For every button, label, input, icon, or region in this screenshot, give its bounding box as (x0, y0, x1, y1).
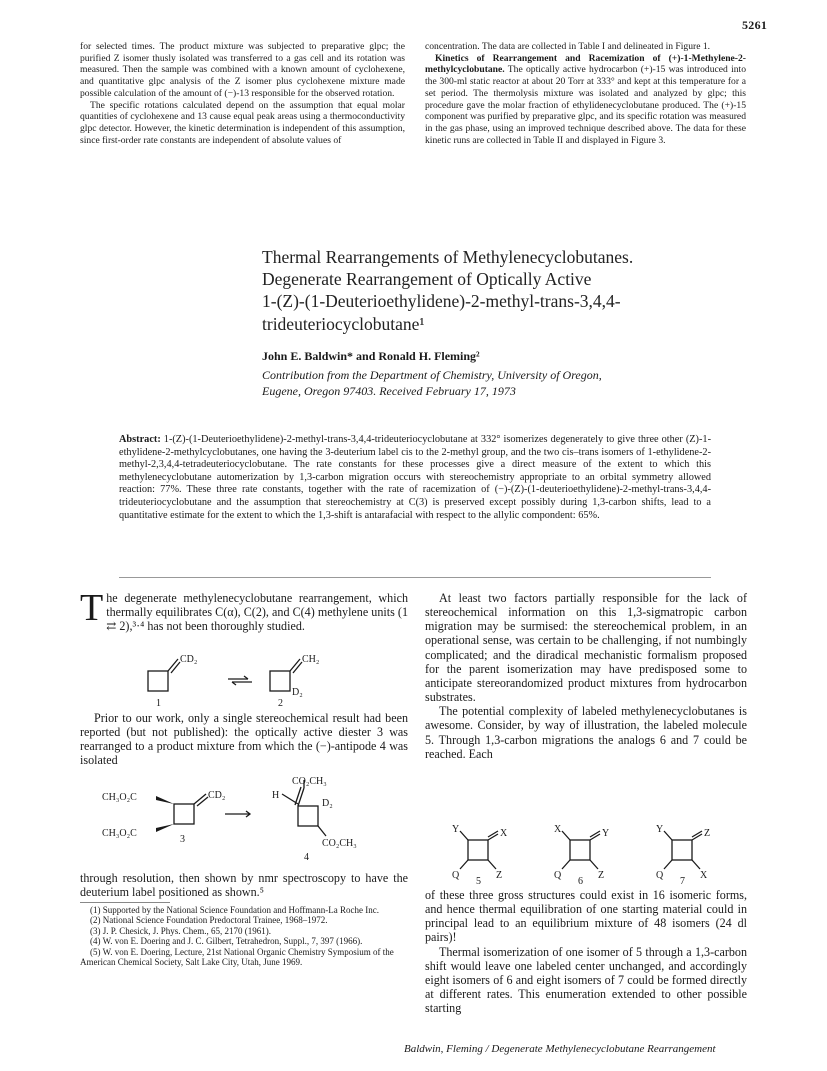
affiliation (262, 368, 732, 399)
title-line: Thermal Rearrangements of Methylenecyclobutanes. (262, 247, 634, 267)
ch2-label: CH₂ (302, 654, 320, 665)
scheme-1-structures (140, 651, 350, 709)
compound-label: 1 (156, 698, 161, 709)
ester-group-label: CH₃O₂C (102, 792, 137, 803)
footnote: (2) National Science Foundation Predoctoral Trainee, 1968–1972. (90, 915, 328, 926)
substituent-label: X (700, 870, 708, 881)
top-right-column (425, 41, 746, 146)
double-bond (171, 662, 180, 673)
left-column-top (80, 587, 408, 634)
title-line: Degenerate Rearrangement of Optically Active (262, 269, 592, 290)
footnote: (1) Supported by the National Science Foundation and Hoffmann-La Roche Inc. (90, 905, 380, 915)
right-column-bottom (425, 888, 747, 1015)
substituent-label: Q (656, 870, 664, 881)
drop-cap: T (80, 587, 104, 629)
footnotes (80, 905, 408, 967)
substituent-label: Z (496, 870, 503, 881)
footnote: (4) W. von E. Doering and J. C. Gilbert, Tetrahedron, Suppl., 7, 397 (1966). (90, 936, 363, 947)
compound-label: 3 (180, 834, 185, 845)
affiliation-line: Contribution from the Department of Chemistry, University of Oregon, (262, 368, 602, 382)
d2-label: D₂ (292, 687, 303, 698)
scheme-2-structures (100, 776, 380, 872)
body-paragraph: At least two factors partially responsible for the lack of stereochemical information on this 1,3-sigmatropic carbon migration may be surmised: the stereochemical problem, in an operational sense, was certain to be challenging, if not numbingly complicated; and the diradical mechanistic formalism proposed for the parent isomerization may have predisposed some to anticipate stereorandomized product mixtures from hydrocarbon substrates. (425, 591, 747, 705)
body-paragraph: The potential complexity of labeled methylenecyclobutanes is awesome. Consider, by way of illustration, the labeled molecule 5. Through 1,3-carbon migrations the analogs 6 and 7 could be reached. Each (425, 704, 747, 761)
authors: John E. Baldwin* and Ronald H. Fleming² (262, 349, 480, 363)
substituent-label: Z (598, 870, 605, 881)
section-divider (119, 577, 711, 578)
cyclobutane-ring (298, 806, 318, 826)
title-line: 1-(Z)-(1-Deuterioethylidene)-2-methyl-trans-3,4,4- (262, 291, 621, 312)
cyclobutane-ring (270, 671, 290, 691)
substituent-label: X (554, 824, 562, 835)
body-paragraph: Prior to our work, only a single stereochemical result had been reported (but not published): the optically active diester 3 was rearranged to a product mixture from which the (−)-antipode 4 was isolated (80, 711, 408, 768)
abstract (119, 434, 711, 522)
compound-label: 6 (578, 876, 583, 887)
left-column-lower (80, 871, 408, 899)
substituent-label: Y (602, 828, 610, 839)
footnote-divider (80, 902, 170, 903)
scheme-3-structures (440, 822, 740, 888)
ester-group-label: CH₃O₂C (102, 828, 137, 839)
hydrogen-label: H (272, 790, 280, 801)
footnote: (5) W. von E. Doering, Lecture, 21st National Organic Chemistry Symposium of the American Chemical Society, Salt Lake City, Utah, June 1969. (80, 946, 394, 968)
top-right-paragraph: The optically active hydrocarbon (+)-15 was introduced into the 300-ml static reactor at about 20 Torr at 333° and kept at this temperature for a set period. The thermolysis mixture was isolated and analyzed by glpc; this procedure gave the molar fraction of ethylidenecyclobutane produced. The (+)-15 component was purified by preparative glpc, and its specific rotation was measured in the gas phase, using an improved technique described above. The data for these kinetic runs are collected in Table II and displayed in Figure 3. (425, 64, 746, 146)
body-paragraph: Thermal isomerization of one isomer of 5 through a 1,3-carbon shift would leave one labeled center unchanged, and accordingly eight isomers of 6 and eight isomers of 7 could be formed directly at different rates. This enumeration extended to other possible starting (425, 944, 747, 1016)
body-paragraph: of these three gross structures could exist in 16 isomeric forms, and hence thermal equilibration of one starting material could in principal lead to an equilibrium mixture of 48 isomers (24 dl pairs)! (425, 888, 747, 945)
substituent-label: X (500, 828, 508, 839)
top-left-column (80, 41, 405, 146)
cd2-label: CD₂ (180, 654, 198, 665)
top-right-paragraph: concentration. The data are collected in Table I and delineated in Figure 1. (425, 41, 711, 52)
compound-label: 5 (476, 876, 481, 887)
running-footer: Baldwin, Fleming / Degenerate Methylenecyclobutane Rearrangement (404, 1043, 716, 1055)
ester-group-label: CO₂CH₃ (292, 776, 327, 787)
cyclobutane-ring (174, 804, 194, 824)
left-column-middle (80, 711, 408, 768)
substituent-label: Y (656, 824, 664, 835)
right-column-top (425, 591, 747, 761)
double-bond (168, 659, 178, 671)
affiliation-line: Eugene, Oregon 97403. Received February 17, 1973 (262, 383, 516, 398)
title-line: trideuteriocyclobutane¹ (262, 313, 425, 334)
page-number: 5261 (742, 18, 768, 32)
substituent-label: Q (554, 870, 562, 881)
top-left-paragraph: The specific rotations calculated depend on the assumption that equal molar quantities of cyclohexene and 13 cause equal peak areas using a thermoconductivity glpc detector. However, the kinetic determination is independent of this assumption, since first-order rate constants are independent of absolute values of (80, 99, 405, 146)
compound-label: 7 (680, 876, 685, 887)
substituent-label: Q (452, 870, 460, 881)
ester-group-label: CO₂CH₃ (322, 838, 357, 849)
compound-label: 4 (304, 852, 309, 863)
substituent-label: Z (704, 828, 711, 839)
body-paragraph: he degenerate methylenecyclobutane rearrangement, which thermally equilibrates C(α), C(2), and C(4) methylene units (1 ⇄ 2),³·⁴ has not been thoroughly studied. (106, 591, 408, 634)
cd2-label: CD₂ (208, 790, 226, 801)
article-title (262, 246, 732, 335)
d2-label: D₂ (322, 798, 333, 809)
compound-label: 2 (278, 698, 283, 709)
kinetics-heading: Kinetics of Rearrangement and Racemization of (+)-1-Methylene-2-methylcyclobutane. (425, 52, 746, 76)
abstract-label: Abstract: (119, 434, 161, 445)
body-paragraph: through resolution, then shown by nmr spectroscopy to have the deuterium label positioned as shown.⁵ (80, 871, 408, 900)
abstract-text: 1-(Z)-(1-Deuterioethylidene)-2-methyl-trans-3,4,4-trideuteriocyclobutane at 332° isomerizes degenerately to give three other (Z)-1-ethylidene-2-methylcyclobutanes, one having the 3-deuterium label cis to the 2-methyl group, and the two cis–trans isomers of 1-ethylidene-2-methyl-2,3,4,4-tetradeuteriocyclobutane. The rate constants for these processes give a direct measure of the extent to which this methylenecyclobutane automerization by 1,3-carbon migration occurs with stereochemistry appropriate to an orbital symmetry allowed reaction: 77%. These three rate constants, together with the rate of racemization of (−)-(Z)-(1-deuterioethylidene)-2-methyl-trans-3,4,4-trideuteriocyclobutane and the assumption that stereochemistry at C(3) is preserved except possibly during 1,3-carbon shifts, lead to a quantitative estimate for the extent to which the 1,3-shift is antarafacial with respect to the allylic compondent: 65%. (119, 434, 711, 521)
footnote: (3) J. P. Chesick, J. Phys. Chem., 65, 2170 (1961). (90, 925, 272, 936)
substituent-label: Y (452, 824, 460, 835)
top-left-paragraph: for selected times. The product mixture was subjected to preparative glpc; the purified Z isomer thusly isolated was transferred to a gas cell and its rotation was measured. Then the sample was combined with a known amount of cyclohexene, and quantitative glpc analysis of the Z isomer plus cyclohexene mixture made possible calculation of the amount of (−)-13 responsible for the observed rotation. (80, 41, 405, 99)
cyclobutane-ring (148, 671, 168, 691)
